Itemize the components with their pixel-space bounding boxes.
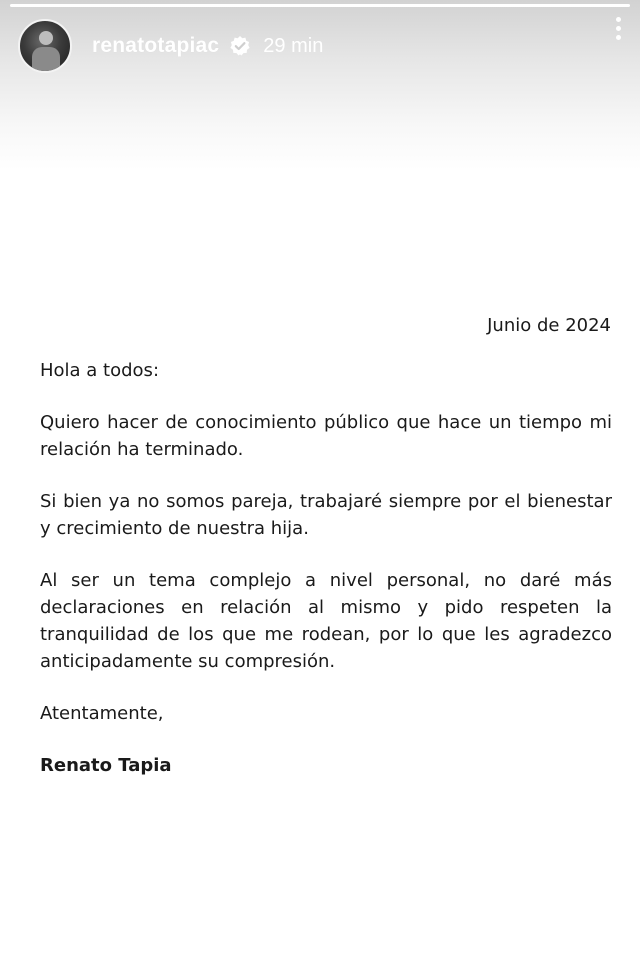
statement-letter [40,312,612,804]
letter-paragraph: Al ser un tema complejo a nivel personal, no daré más declaraciones en relación al mismo y pido respeten la tranquilidad de los que me rodean, por lo que les agradezco anticipadamente su compresión. [40,570,612,672]
post-timestamp: 29 min [263,34,324,57]
story-header [18,18,628,74]
letter-signature: Renato Tapia [40,755,172,776]
letter-closing: Atentamente, [40,703,164,724]
more-vertical-icon[interactable] [606,8,630,48]
username[interactable]: renatotapiac [92,34,220,57]
letter-paragraph: Si bien ya no somos pareja, trabajaré siempre por el bienestar y crecimiento de nuestra hija. [40,491,612,539]
letter-date: Junio de 2024 [487,315,611,336]
verified-badge-icon [229,35,251,57]
story-progress-fill [10,4,630,7]
story-progress-bar [10,4,630,7]
letter-greeting: Hola a todos: [40,360,160,381]
profile-photo-icon[interactable] [18,19,72,73]
letter-paragraph: Quiero hacer de conocimiento público que hace un tiempo mi relación ha terminado. [40,412,612,460]
